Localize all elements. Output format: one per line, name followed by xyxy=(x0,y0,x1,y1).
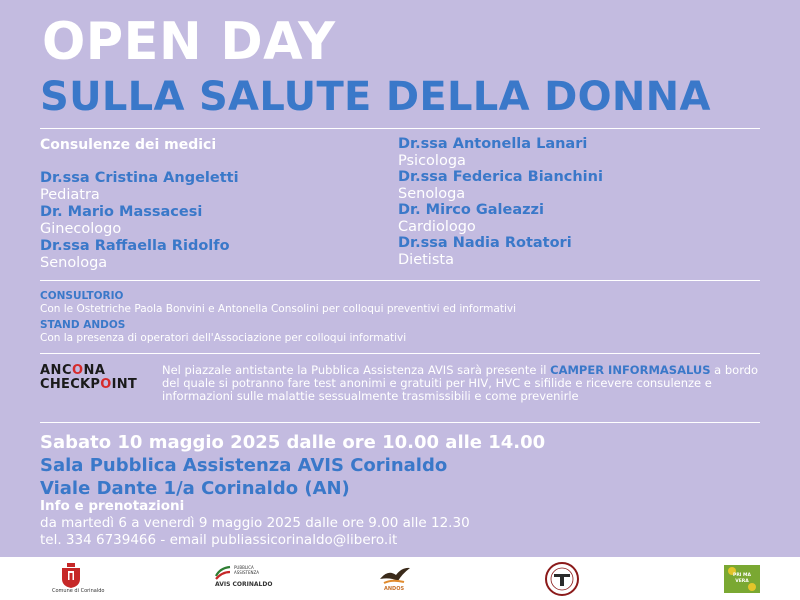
doctor-name: Dr.ssa Cristina Angeletti xyxy=(40,170,239,186)
comune-crest-icon xyxy=(60,563,82,589)
booking-title: Info e prenotazioni xyxy=(40,498,185,514)
doctor-item xyxy=(398,202,738,235)
doctor-name: Dr.ssa Nadia Rotatori xyxy=(398,235,572,251)
event-date: Sabato 10 maggio 2025 dalle ore 10.00 alle 14.00 xyxy=(40,432,546,453)
ancona-checkpoint-logo xyxy=(40,364,146,394)
pa-label-2: ASSISTENZA xyxy=(234,570,259,575)
doctors-column-left xyxy=(40,136,380,272)
pa-label-1: PUBBLICA xyxy=(234,565,254,570)
booking-contact: tel. 334 6739466 - email publiassicorinaldo@libero.it xyxy=(40,532,398,548)
divider xyxy=(40,353,760,354)
doctors-column-right xyxy=(398,136,738,268)
andos-bird-icon xyxy=(378,565,412,585)
page-subtitle: SULLA SALUTE DELLA DONNA xyxy=(40,74,711,120)
doctor-name: Dr. Mario Massacesi xyxy=(40,204,203,220)
doctor-role: Ginecologo xyxy=(40,221,122,237)
pa-label-3: AVIS CORINALDO xyxy=(215,581,273,588)
divider xyxy=(40,422,760,423)
doctor-role: Senologa xyxy=(398,186,466,202)
doctors-section-label: Consulenze dei medici xyxy=(40,137,217,153)
consultorio-title: CONSULTORIO xyxy=(40,290,124,302)
primavera-label: PRI MA VERA xyxy=(733,573,751,584)
doctor-item xyxy=(398,136,738,169)
logo-line-2: CHECKPOINT xyxy=(40,377,138,392)
event-venue: Sala Pubblica Assistenza AVIS Corinaldo xyxy=(40,455,448,476)
logo-line-1: ANCONA xyxy=(40,363,106,378)
consultorio-block xyxy=(40,290,760,316)
doctor-item xyxy=(398,169,738,202)
doctor-item xyxy=(398,235,738,268)
camper-info-text: Nel piazzale antistante la Pubblica Assistenza AVIS sarà presente il CAMPER INFORMASALUS a bordo del quale si potranno fare test anonimi e gratuiti per HIV, HVC e sifilide e ricevere consulenze e informazioni sulle malattie sessualmente trasmissibili e come prevenirle xyxy=(162,363,759,403)
footer-logos xyxy=(0,557,800,600)
andos-stand-block xyxy=(40,319,760,345)
doctor-role: Pediatra xyxy=(40,187,100,203)
doctor-item xyxy=(40,204,380,238)
doctor-role: Cardiologo xyxy=(398,219,476,235)
andos-label: ANDOS xyxy=(384,586,405,592)
divider xyxy=(40,128,760,129)
page-title: OPEN DAY xyxy=(42,12,336,72)
andos-stand-text: Con la presenza di operatori dell'Associazione per colloqui informativi xyxy=(40,332,407,344)
doctor-name: Dr.ssa Raffaella Ridolfo xyxy=(40,238,230,254)
round-emblem-icon xyxy=(544,561,580,597)
doctor-name: Dr.ssa Federica Bianchini xyxy=(398,169,603,185)
doctor-item xyxy=(40,238,380,272)
doctor-role: Psicologa xyxy=(398,153,466,169)
doctor-name: Dr.ssa Antonella Lanari xyxy=(398,136,588,152)
comune-label: Comune di Corinaldo xyxy=(52,588,105,594)
doctor-role: Senologa xyxy=(40,255,108,271)
doctor-role: Dietista xyxy=(398,252,454,268)
consultorio-text: Con le Ostetriche Paola Bonvini e Antonella Consolini per colloqui preventivi ed informativi xyxy=(40,303,516,315)
doctor-name: Dr. Mirco Galeazzi xyxy=(398,202,544,218)
pubblica-assistenza-icon xyxy=(214,564,232,582)
divider xyxy=(40,280,760,281)
camper-highlight: CAMPER INFORMASALUS xyxy=(550,363,711,377)
booking-hours: da martedì 6 a venerdì 9 maggio 2025 dalle ore 9.00 alle 12.30 xyxy=(40,515,470,531)
event-address: Viale Dante 1/a Corinaldo (AN) xyxy=(40,478,350,499)
andos-stand-title: STAND ANDOS xyxy=(40,319,126,331)
doctor-item xyxy=(40,170,380,204)
